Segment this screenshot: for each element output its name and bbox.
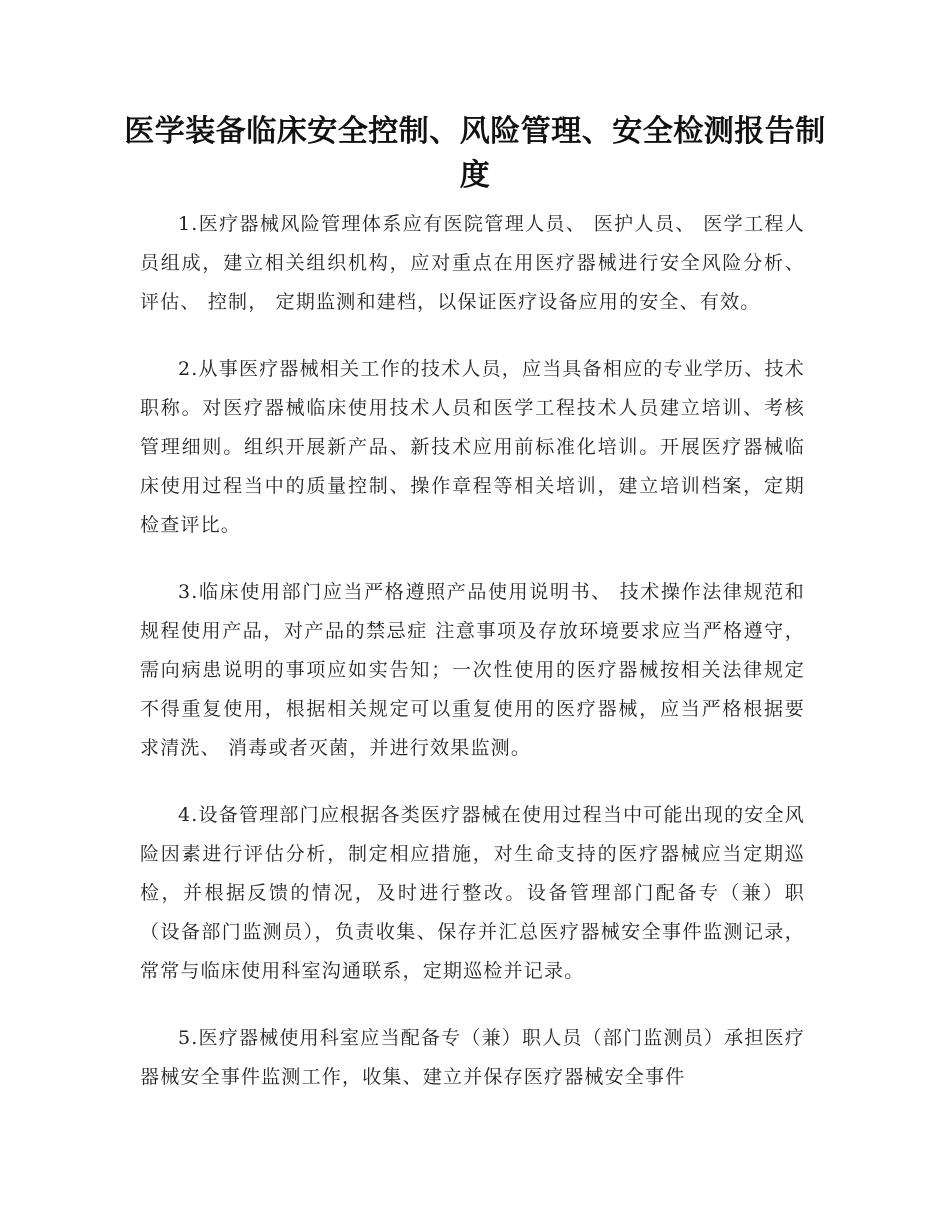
paragraph-1: 1.医疗器械风险管理体系应有医院管理人员、 医护人员、 医学工程人员组成，建立相关组织机构，应对重点在用医疗器械进行安全风险分析、 评估、 控制， 定期监测和建档，以保证医疗设备应用的安全、有效。 [140,213,805,313]
document-body [140,205,805,1125]
paragraph-4: 4.设备管理部门应根据各类医疗器械在使用过程当中可能出现的安全风险因素进行评估分析，制定相应措施，对生命支持的医疗器械应当定期巡检，并根据反馈的情况，及时进行整改。设备管理部门配备专（兼）职（设备部门监测员），负责收集、保存并汇总医疗器械安全事件监测记录，常常与临床使用科室沟通联系，定期巡检并记录。 [140,804,805,982]
paragraph-2: 2.从事医疗器械相关工作的技术人员，应当具备相应的专业学历、技术职称。对医疗器械临床使用技术人员和医学工程技术人员建立培训、考核管理细则。组织开展新产品、新技术应用前标准化培训。开展医疗器械临床使用过程当中的质量控制、操作章程等相关培训，建立培训档案，定期检查评比。 [140,358,805,536]
paragraph-3: 3.临床使用部门应当严格遵照产品使用说明书、 技术操作法律规范和规程使用产品，对产品的禁忌症 注意事项及存放环境要求应当严格遵守，需向病患说明的事项应如实告知；一次性使用的医疗器械按相关法律规定不得重复使用，根据相关规定可以重复使用的医疗器械，应当严格根据要求清洗、 消毒或者灭菌，并进行效果监测。 [140,581,805,759]
paragraph-5: 5.医疗器械使用科室应当配备专（兼）职人员（部门监测员）承担医疗器械安全事件监测工作，收集、建立并保存医疗器械安全事件 [140,1027,805,1088]
document-title: 医学装备临床安全控制、风险管理、安全检测报告制度 [124,114,826,193]
